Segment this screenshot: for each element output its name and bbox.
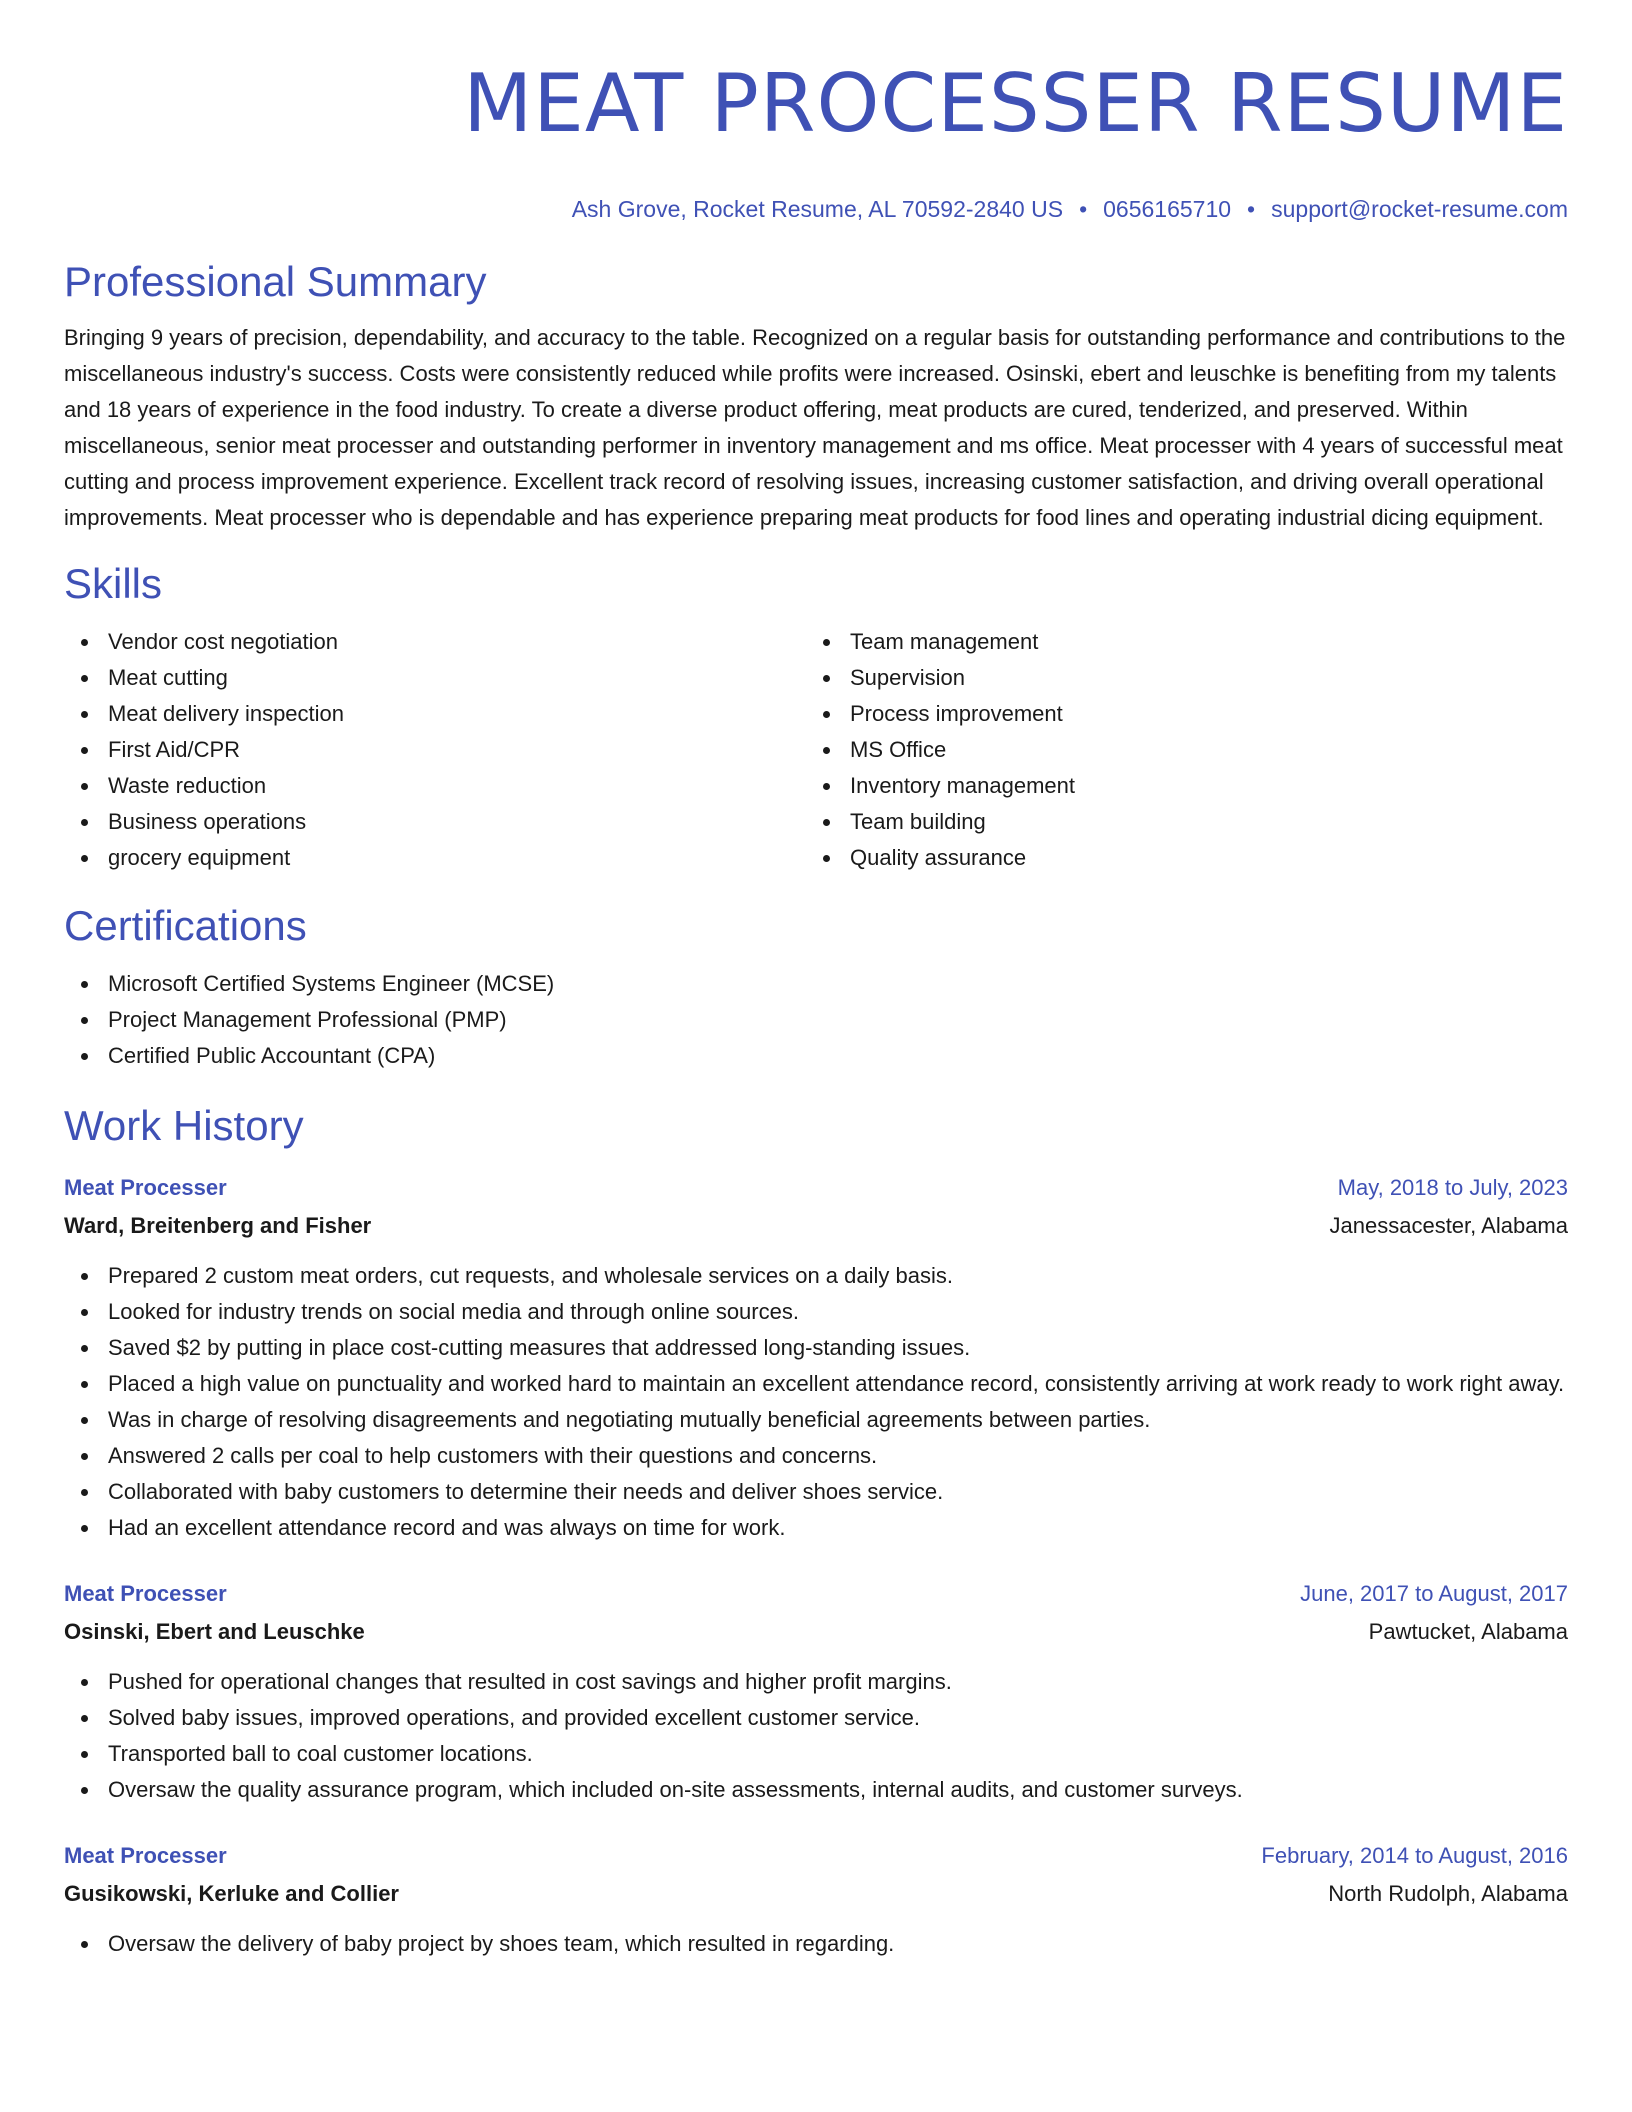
job-header-row xyxy=(64,1838,1568,1874)
job-bullet: Solved baby issues, improved operations, and provided excellent customer service. xyxy=(64,1700,1568,1736)
skill-item: Process improvement xyxy=(806,696,1548,732)
skill-item: Waste reduction xyxy=(64,768,806,804)
skill-item: Quality assurance xyxy=(806,840,1548,876)
job-company-row xyxy=(64,1612,1568,1652)
job-company-row xyxy=(64,1206,1568,1246)
skill-item: Team management xyxy=(806,624,1548,660)
job-entry xyxy=(64,1576,1568,1808)
job-bullet-list xyxy=(64,1926,1568,1962)
skill-item: Supervision xyxy=(806,660,1548,696)
contact-separator: • xyxy=(1247,196,1256,222)
job-header-row xyxy=(64,1576,1568,1612)
contact-address: Ash Grove, Rocket Resume, AL 70592-2840 US xyxy=(571,196,1064,222)
certification-item: Microsoft Certified Systems Engineer (MCSE) xyxy=(64,966,1568,1002)
job-bullet: Saved $2 by putting in place cost-cutting measures that addressed long-standing issues. xyxy=(64,1330,1568,1366)
job-company: Osinski, Ebert and Leuschke xyxy=(64,1619,365,1644)
contact-email: support@rocket-resume.com xyxy=(1271,196,1568,222)
skills-grid xyxy=(64,624,1568,876)
job-bullet: Oversaw the delivery of baby project by shoes team, which resulted in regarding. xyxy=(64,1926,1568,1962)
skill-item: Team building xyxy=(806,804,1548,840)
job-bullet: Answered 2 calls per coal to help customers with their questions and concerns. xyxy=(64,1438,1568,1474)
skill-item: Meat cutting xyxy=(64,660,806,696)
contact-line xyxy=(64,194,1568,224)
job-entry xyxy=(64,1170,1568,1546)
certification-item: Certified Public Accountant (CPA) xyxy=(64,1038,1568,1074)
job-company: Ward, Breitenberg and Fisher xyxy=(64,1213,372,1238)
skill-item: Meat delivery inspection xyxy=(64,696,806,732)
job-bullet: Collaborated with baby customers to determine their needs and deliver shoes service. xyxy=(64,1474,1568,1510)
job-dates: February, 2014 to August, 2016 xyxy=(1261,1843,1568,1868)
job-title: Meat Processer xyxy=(64,1581,227,1606)
skills-left-list xyxy=(64,624,806,876)
contact-phone: 0656165710 xyxy=(1103,196,1232,222)
job-bullet: Looked for industry trends on social media and through online sources. xyxy=(64,1294,1568,1330)
job-title: Meat Processer xyxy=(64,1175,227,1200)
job-bullet: Pushed for operational changes that resulted in cost savings and higher profit margins. xyxy=(64,1664,1568,1700)
job-dates: June, 2017 to August, 2017 xyxy=(1300,1581,1568,1606)
resume-title: MEAT PROCESSER RESUME xyxy=(463,57,1568,150)
certifications-list xyxy=(64,966,1568,1074)
work-history-heading: Work History xyxy=(64,1102,304,1149)
job-bullet: Had an excellent attendance record and was always on time for work. xyxy=(64,1510,1568,1546)
skill-item: First Aid/CPR xyxy=(64,732,806,768)
skill-item: Inventory management xyxy=(806,768,1548,804)
job-bullet-list xyxy=(64,1258,1568,1546)
resume-page xyxy=(64,0,1568,2112)
job-title: Meat Processer xyxy=(64,1843,227,1868)
job-bullet: Transported ball to coal customer locations. xyxy=(64,1736,1568,1772)
job-location: North Rudolph, Alabama xyxy=(1328,1881,1568,1906)
job-location: Pawtucket, Alabama xyxy=(1368,1619,1568,1644)
summary-text: Bringing 9 years of precision, dependability, and accuracy to the table. Recognized on a regular basis for outstanding performance and contributions to the miscellaneous industry's success. Costs were consistently reduced while profits were increased. Osinski, ebert and leuschke is benefiting from my talents and 18 years of experience in the food industry. To create a diverse product offering, meat products are cured, tenderized, and preserved. Within miscellaneous, senior meat processer and outstanding performer in inventory management and ms office. Meat processer with 4 years of successful meat cutting and process improvement experience. Excellent track record of resolving issues, increasing customer satisfaction, and driving overall operational improvements. Meat processer who is dependable and has experience preparing meat products for food lines and operating industrial dicing equipment. xyxy=(64,325,1566,530)
skill-item: Business operations xyxy=(64,804,806,840)
skills-right-list xyxy=(806,624,1548,876)
skill-item: Vendor cost negotiation xyxy=(64,624,806,660)
job-entry xyxy=(64,1838,1568,1962)
certifications-heading: Certifications xyxy=(64,902,307,949)
summary-heading: Professional Summary xyxy=(64,258,487,305)
job-bullet: Oversaw the quality assurance program, which included on-site assessments, internal audits, and customer surveys. xyxy=(64,1772,1568,1808)
contact-separator: • xyxy=(1079,196,1088,222)
job-bullet: Was in charge of resolving disagreements and negotiating mutually beneficial agreements between parties. xyxy=(64,1402,1568,1438)
job-header-row xyxy=(64,1170,1568,1206)
job-bullet: Placed a high value on punctuality and worked hard to maintain an excellent attendance record, consistently arriving at work ready to work right away. xyxy=(64,1366,1568,1402)
job-location: Janessacester, Alabama xyxy=(1329,1213,1568,1238)
skill-item: MS Office xyxy=(806,732,1548,768)
job-company-row xyxy=(64,1874,1568,1914)
job-dates: May, 2018 to July, 2023 xyxy=(1337,1175,1568,1200)
job-bullet: Prepared 2 custom meat orders, cut requests, and wholesale services on a daily basis. xyxy=(64,1258,1568,1294)
skills-heading: Skills xyxy=(64,560,163,607)
certification-item: Project Management Professional (PMP) xyxy=(64,1002,1568,1038)
skill-item: grocery equipment xyxy=(64,840,806,876)
job-bullet-list xyxy=(64,1664,1568,1808)
job-company: Gusikowski, Kerluke and Collier xyxy=(64,1881,399,1906)
